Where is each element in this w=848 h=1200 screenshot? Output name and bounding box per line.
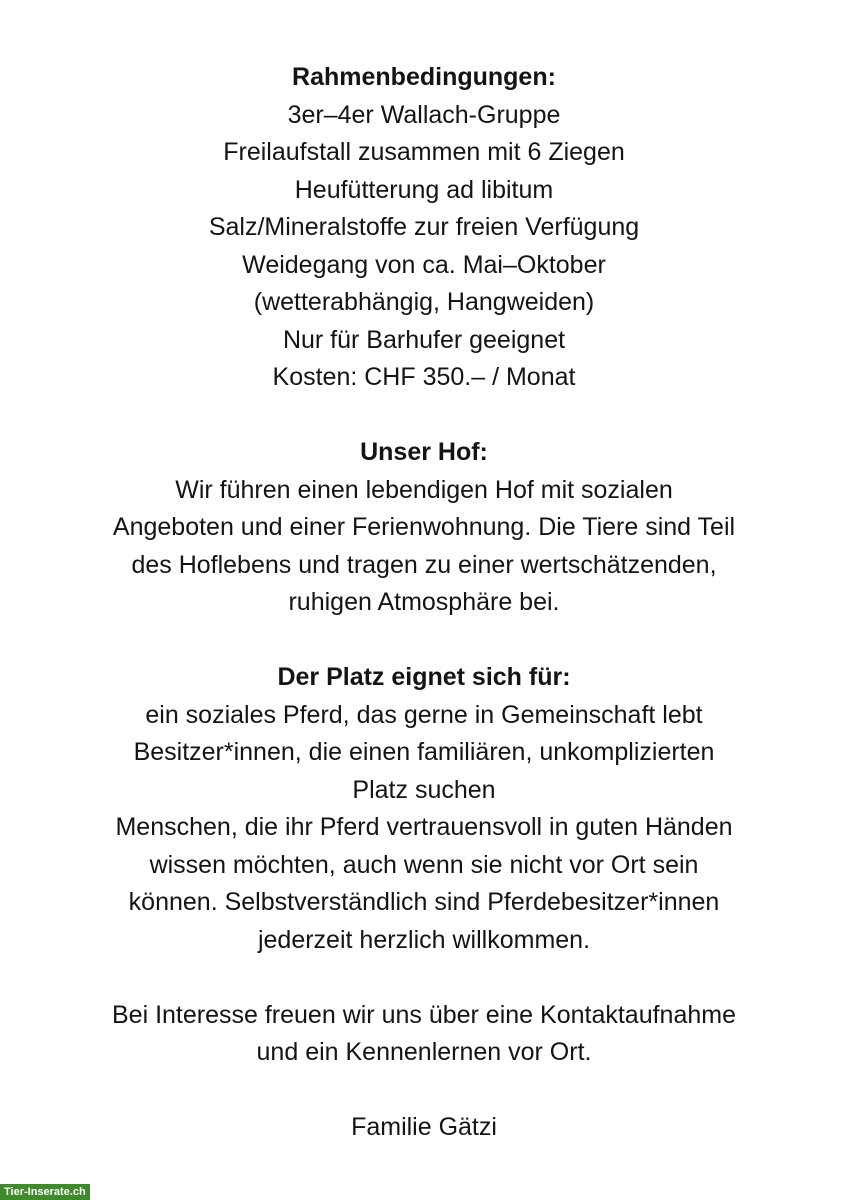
farm-line: Wir führen einen lebendigen Hof mit sozialen [175, 475, 673, 504]
conditions-line: Weidegang von ca. Mai–Oktober [242, 250, 606, 279]
conditions-line: Freilaufstall zusammen mit 6 Ziegen [223, 138, 625, 166]
ad-text-body [0, 59, 848, 1147]
site-watermark: Tier-Inserate.ch [0, 1184, 90, 1200]
closing-line: Bei Interesse freuen wir uns über eine Kontaktaufnahme [112, 1000, 736, 1029]
farm-line: ruhigen Atmosphäre bei. [288, 588, 560, 616]
closing-line: und ein Kennenlernen vor Ort. [256, 1038, 592, 1066]
conditions-line: Nur für Barhufer geeignet [282, 325, 566, 354]
suitability-line: ein soziales Pferd, das gerne in Gemeinschaft lebt [145, 700, 703, 729]
suitability-line: können. Selbstverständlich sind Pferdebesitzer*innen [128, 888, 720, 916]
signature: Familie Gätzi [351, 1113, 497, 1141]
suitability-line: jederzeit herzlich willkommen. [257, 925, 591, 954]
conditions-line: (wetterabhängig, Hangweiden) [253, 288, 595, 316]
section-gap [0, 622, 848, 660]
conditions-line: 3er–4er Wallach-Gruppe [287, 100, 561, 129]
conditions-heading: Rahmenbedingungen: [292, 63, 556, 91]
conditions-line: Heufütterung ad libitum [294, 175, 554, 204]
farm-heading: Unser Hof: [360, 438, 488, 466]
farm-line: des Hoflebens und tragen zu einer wertschätzenden, [131, 550, 717, 579]
conditions-line: Kosten: CHF 350.– / Monat [272, 363, 576, 391]
suitability-line: Besitzer*innen, die einen familiären, unkomplizierten [133, 738, 715, 766]
suitability-line: Menschen, die ihr Pferd vertrauensvoll in guten Händen [115, 813, 733, 841]
farm-line: Angeboten und einer Ferienwohnung. Die Tiere sind Teil [112, 513, 736, 541]
conditions-line: Salz/Mineralstoffe zur freien Verfügung [208, 213, 640, 241]
section-gap [0, 1072, 848, 1110]
section-gap [0, 397, 848, 435]
section-gap [0, 959, 848, 997]
suitability-line: Platz suchen [352, 775, 496, 804]
suitability-line: wissen möchten, auch wenn sie nicht vor Ort sein [149, 850, 699, 879]
suitability-heading: Der Platz eignet sich für: [277, 663, 571, 691]
